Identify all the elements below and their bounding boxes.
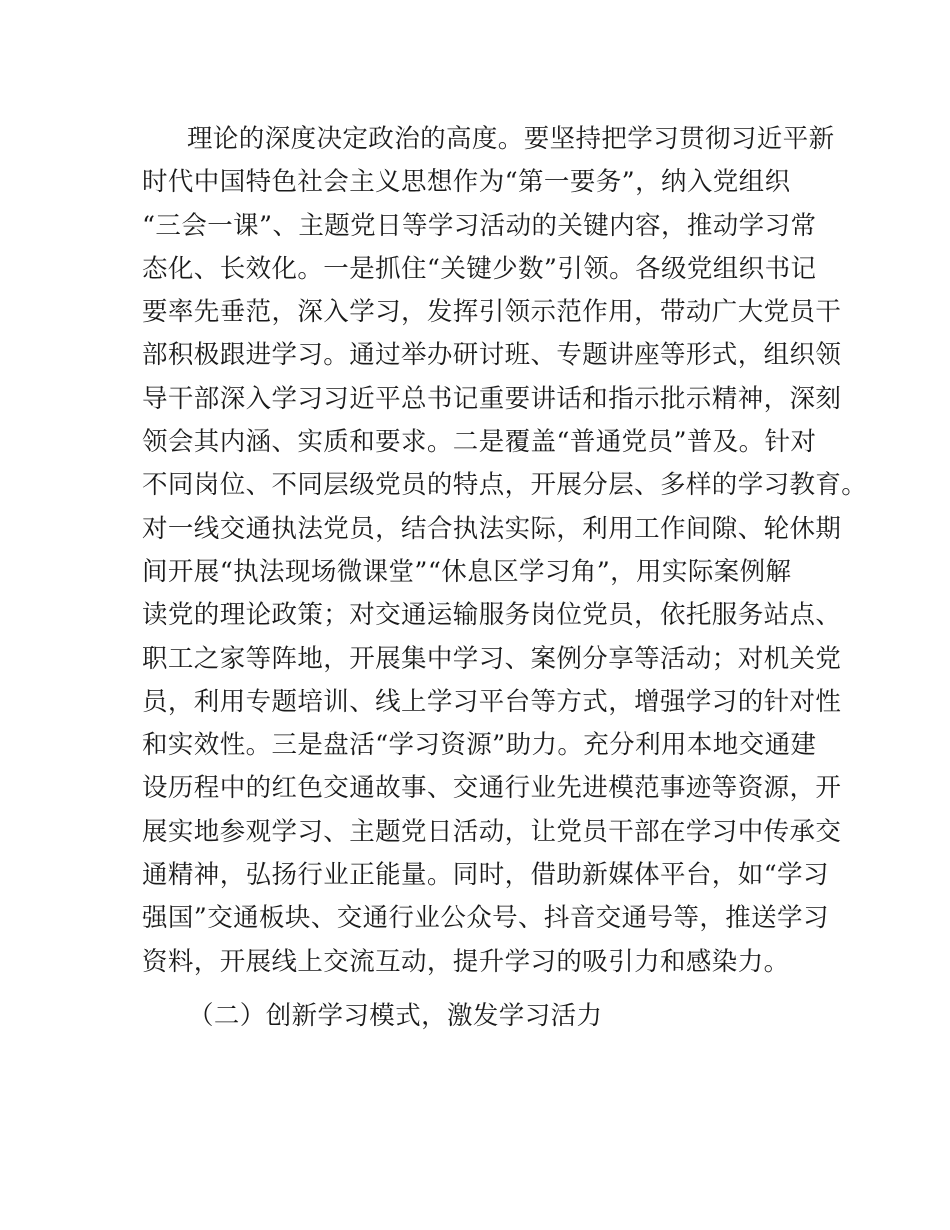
paragraph-line: 领会其内涵、实质和要求。二是覆盖“普通党员”普及。针对 <box>142 427 817 458</box>
paragraph-line: 间开展“执法现场微课堂”“休息区学习角”，用实际案例解 <box>142 556 792 587</box>
section-subheading: （二）创新学习模式，激发学习活力 <box>188 1001 603 1031</box>
paragraph-line: 设历程中的红色交通故事、交通行业先进模范事迹等资源，开 <box>142 773 842 804</box>
paragraph-line: 不同岗位、不同层级党员的特点，开展分层、多样的学习教育。 <box>142 470 868 501</box>
paragraph-line: 强国”交通板块、交通行业公众号、抖音交通号等，推送学习 <box>142 903 829 934</box>
paragraph-line: 员，利用专题培训、线上学习平台等方式，增强学习的针对性 <box>142 686 842 717</box>
body-paragraph <box>142 118 868 984</box>
paragraph-line: 部积极跟进学习。通过举办研讨班、专题讲座等形式，组织领 <box>142 340 842 371</box>
paragraph-line: 要率先垂范，深入学习，发挥引领示范作用，带动广大党员干 <box>142 297 842 328</box>
paragraph-line: 通精神，弘扬行业正能量。同时，借助新媒体平台，如“学习 <box>142 860 829 891</box>
paragraph-line: 和实效性。三是盘活“学习资源”助力。充分利用本地交通建 <box>142 730 817 761</box>
paragraph-line: 职工之家等阵地，开展集中学习、案例分享等活动；对机关党 <box>142 643 842 674</box>
paragraph-line: 时代中国特色社会主义思想作为“第一要务”，纳入党组织 <box>142 167 791 198</box>
paragraph-line: “三会一课”、主题党日等学习活动的关键内容，推动学习常 <box>142 210 817 241</box>
paragraph-line: 展实地参观学习、主题党日活动，让党员干部在学习中传承交 <box>142 816 842 847</box>
paragraph-line: 资料，开展线上交流互动，提升学习的吸引力和感染力。 <box>142 946 790 977</box>
paragraph-line: 导干部深入学习习近平总书记重要讲话和指示批示精神，深刻 <box>142 383 842 414</box>
paragraph-line: 理论的深度决定政治的高度。要坚持把学习贯彻习近平新 <box>187 124 835 154</box>
paragraph-line: 读党的理论政策；对交通运输服务岗位党员，依托服务站点、 <box>142 600 842 631</box>
paragraph-line: 对一线交通执法党员，结合执法实际，利用工作间隙、轮休期 <box>142 513 842 544</box>
paragraph-line: 态化、长效化。一是抓住“关键少数”引领。各级党组织书记 <box>142 253 817 284</box>
